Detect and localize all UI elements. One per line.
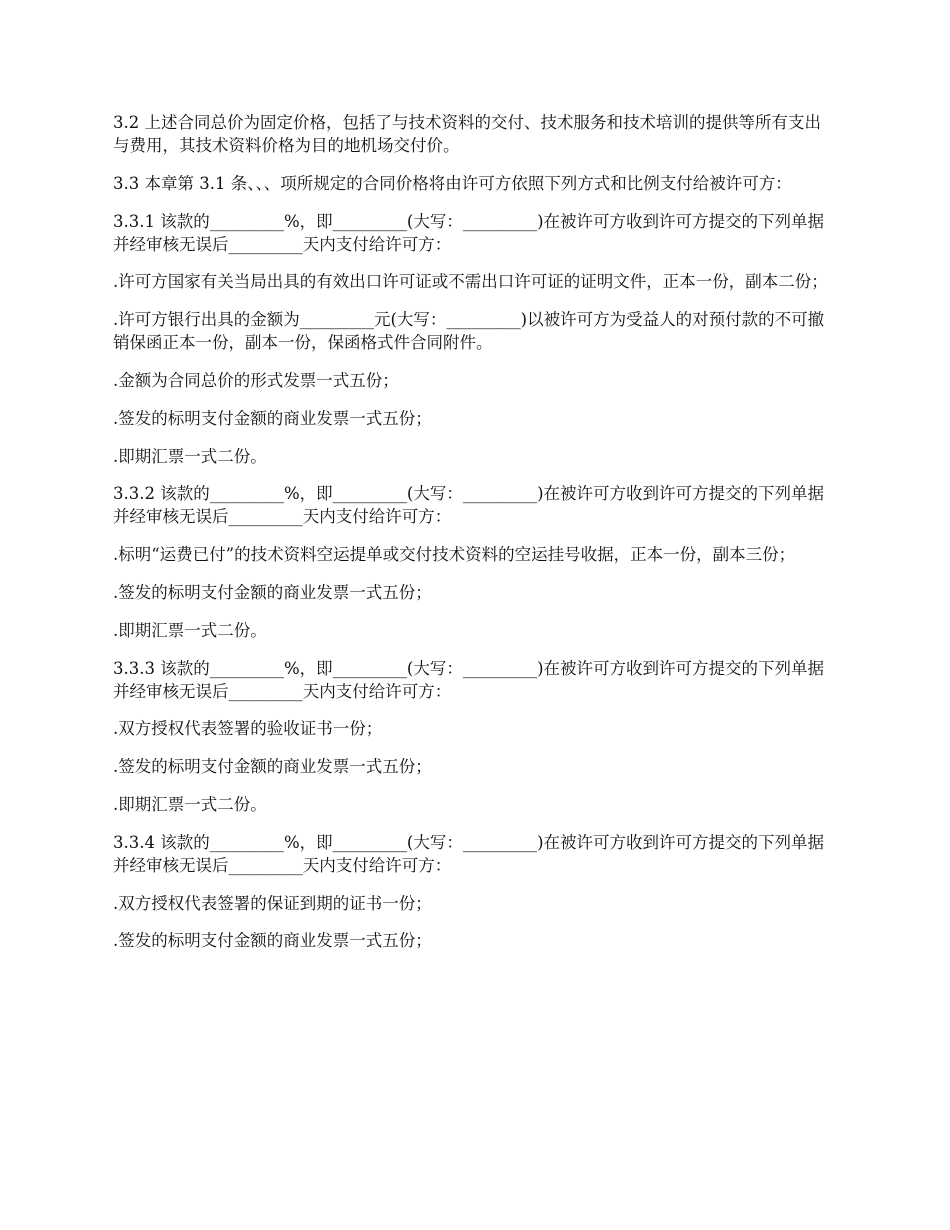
document-body <box>113 111 833 967</box>
clause-3-3-3: 3.3.3 该款的_________%，即_________(大写：_________)在被许可方收到许可方提交的下列单据并经审核无误后_________天内支付给许可方： <box>113 658 825 701</box>
list-item: .金额为合同总价的形式发票一式五份； <box>113 370 399 390</box>
list-item: .签发的标明支付金额的商业发票一式五份； <box>113 931 432 951</box>
list-item: .许可方国家有关当局出具的有效出口许可证或不需出口许可证的证明文件，正本一份，副本二份； <box>113 272 828 292</box>
list-item: .签发的标明支付金额的商业发票一式五份； <box>113 408 432 428</box>
clause-3-2: 3.2 上述合同总价为固定价格，包括了与技术资料的交付、技术服务和技术培训的提供等所有支出与费用，其技术资料价格为目的地机场交付价。 <box>113 113 821 155</box>
list-item: .即期汇票一式二份。 <box>113 446 267 466</box>
list-item: .许可方银行出具的金额为_________元(大写：_________)以被许可方为受益人的对预付款的不可撤销保函正本一份，副本一份，保函格式件合同附件。 <box>113 310 825 353</box>
list-item: .即期汇票一式二份。 <box>113 620 267 640</box>
list-item: .标明“运费已付”的技术资料空运提单或交付技术资料的空运挂号收据，正本一份，副本三份； <box>113 545 796 565</box>
clause-3-3: 3.3 本章第 3.1 条、、、项所规定的合同价格将由许可方依照下列方式和比例支付给被许可方： <box>113 173 792 193</box>
clause-3-3-2: 3.3.2 该款的_________%，即_________(大写：_________)在被许可方收到许可方提交的下列单据并经审核无误后_________天内支付给许可方： <box>113 484 825 527</box>
clause-3-3-4: 3.3.4 该款的_________%，即_________(大写：_________)在被许可方收到许可方提交的下列单据并经审核无误后_________天内支付给许可方： <box>113 832 825 875</box>
list-item: .双方授权代表签署的验收证书一份； <box>113 719 383 739</box>
list-item: .签发的标明支付金额的商业发票一式五份； <box>113 582 432 602</box>
list-item: .即期汇票一式二份。 <box>113 794 267 814</box>
list-item: .签发的标明支付金额的商业发票一式五份； <box>113 757 432 777</box>
clause-3-3-1: 3.3.1 该款的_________%，即_________(大写：_________)在被许可方收到许可方提交的下列单据并经审核无误后_________天内支付给许可方： <box>113 211 825 254</box>
list-item: .双方授权代表签署的保证到期的证书一份； <box>113 893 432 913</box>
